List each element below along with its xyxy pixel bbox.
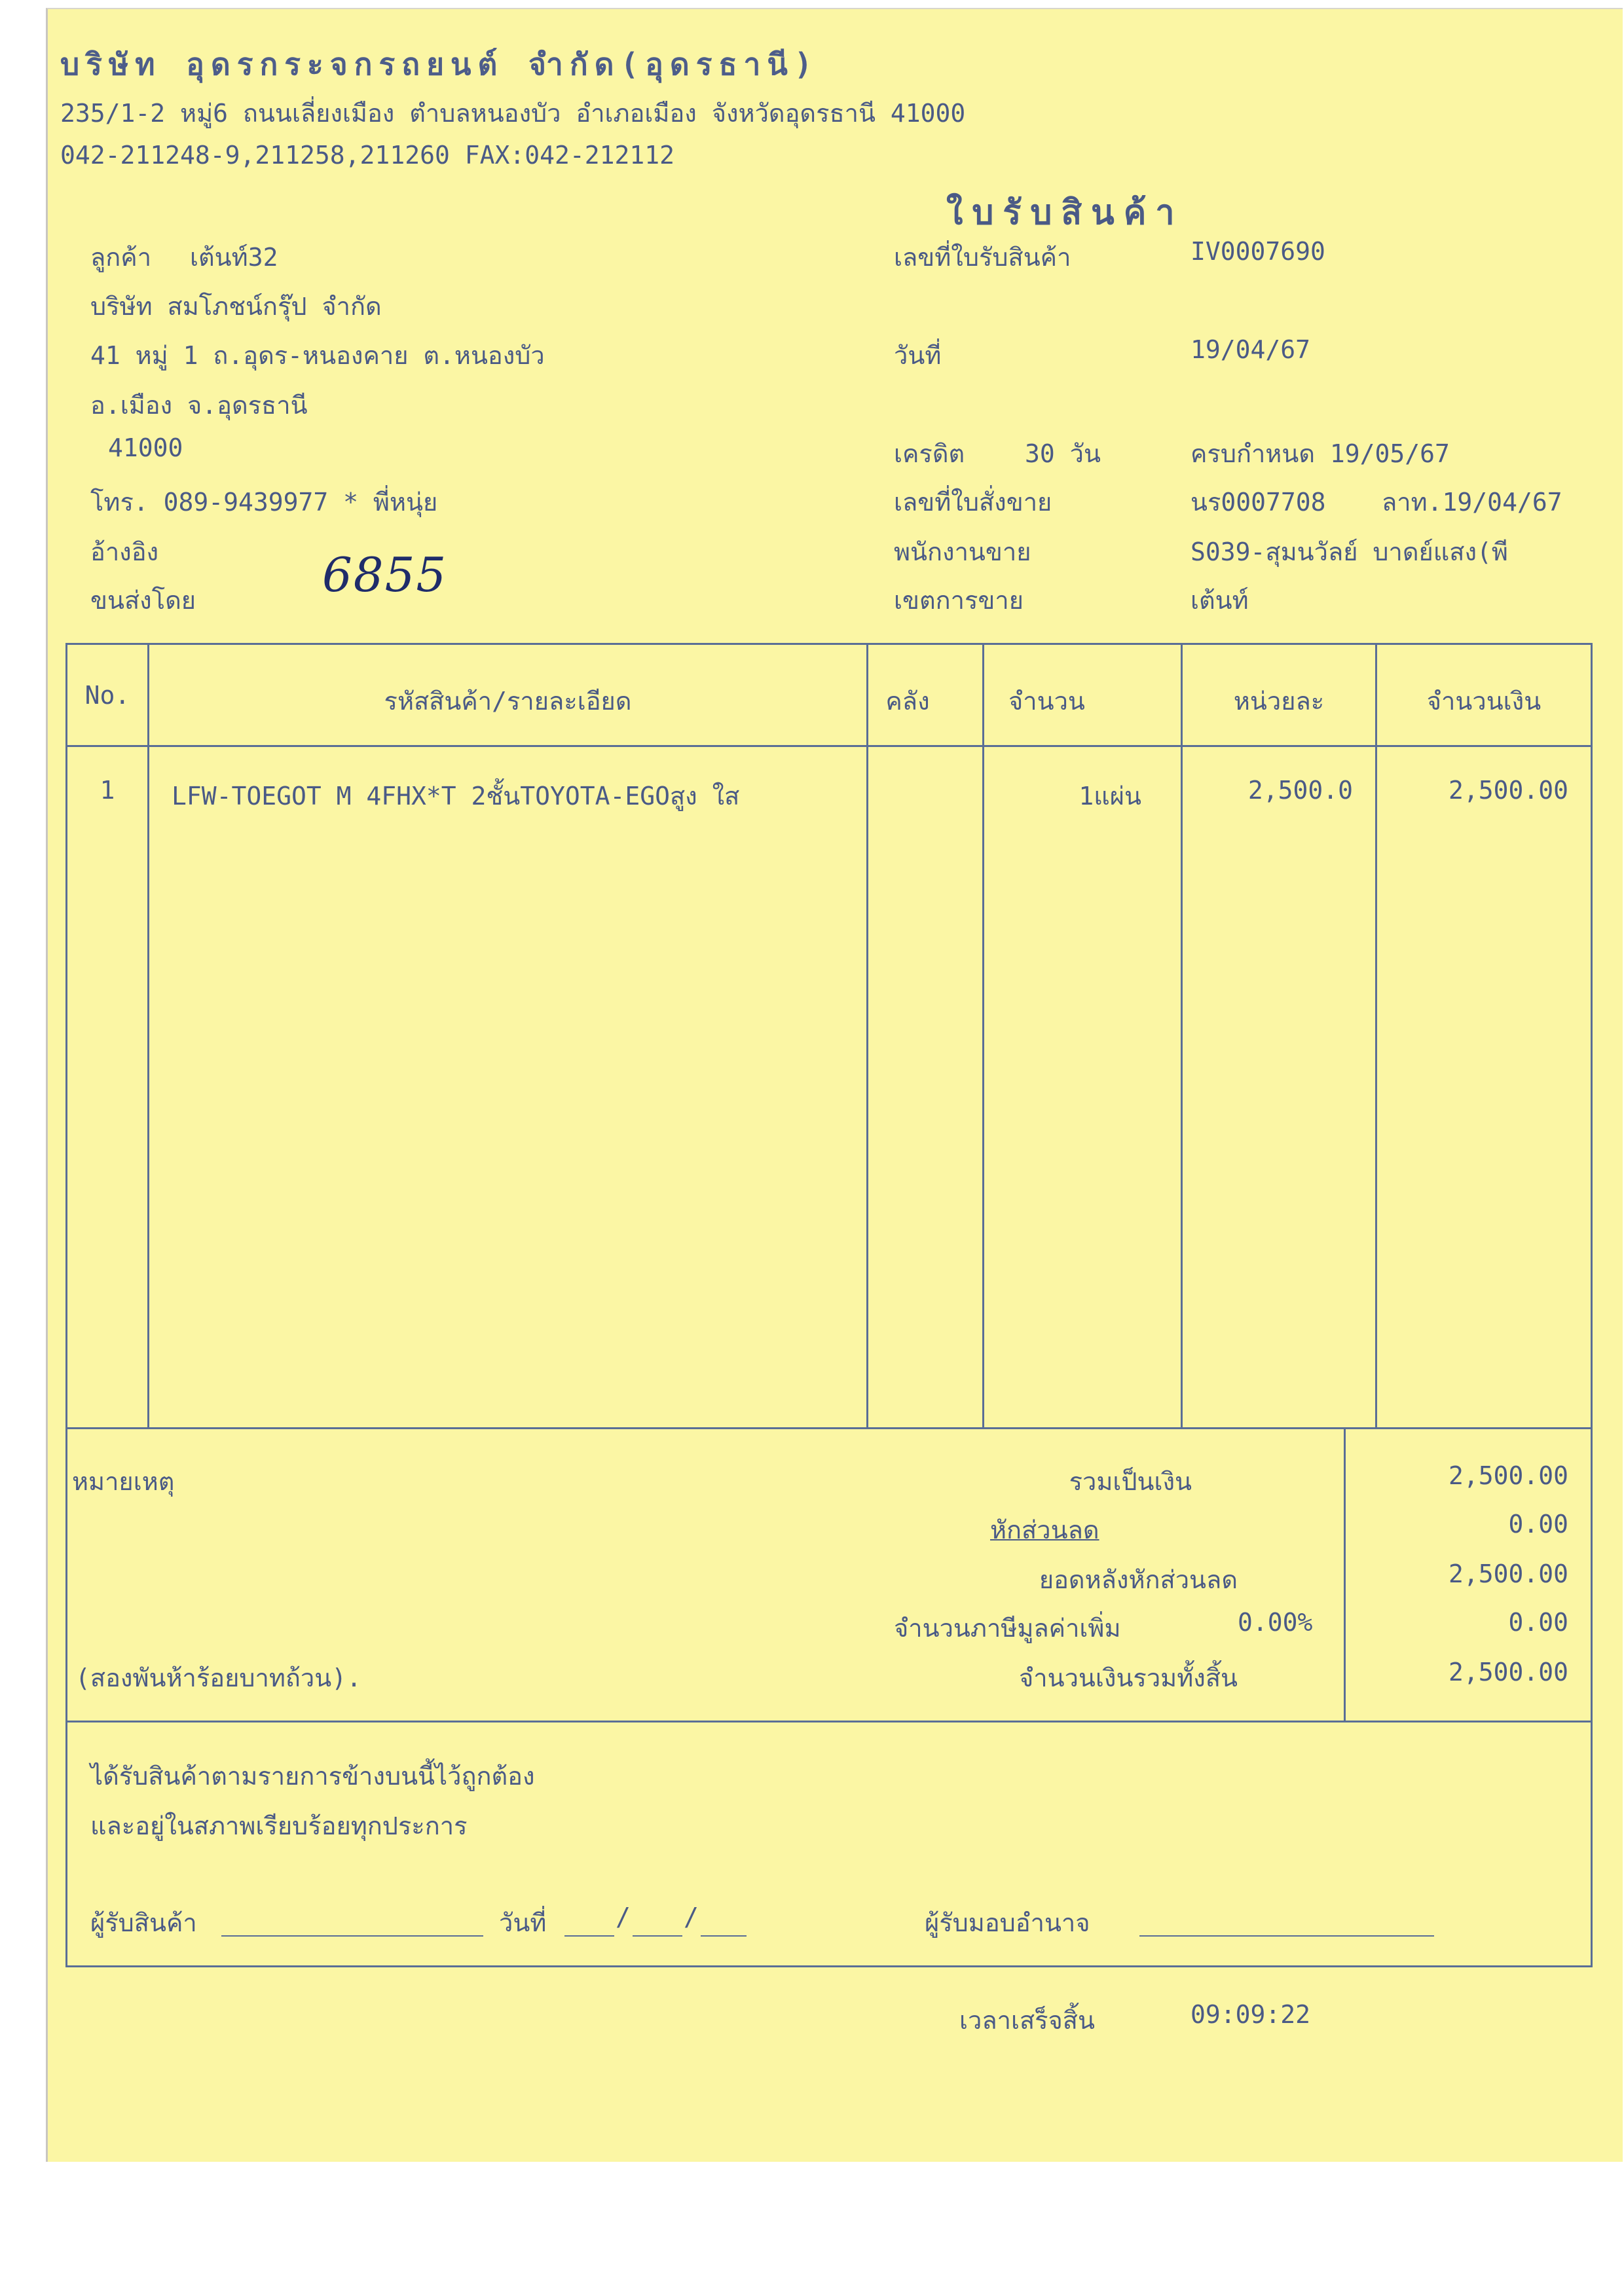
column-header-description: รหัสสินค้า/รายละเอียด (384, 687, 632, 716)
credit-label: เครดิต (894, 439, 965, 468)
customer-address-1: 41 หมู่ 1 ถ.อุดร-หนองคาย ต.หนองบัว (90, 341, 545, 370)
shipping-label: ขนส่งโดย (90, 586, 196, 615)
completion-time: 09:09:22 (1190, 2000, 1311, 2029)
vat-value: 0.00 (1508, 1608, 1568, 1637)
company-name: บริษัท อุดรกระจกรถยนต์ จำกัด(อุดรธานี) (60, 46, 819, 82)
column-header-no: No. (84, 681, 130, 710)
company-address: 235/1-2 หมู่6 ถนนเลี่ยงเมือง ตำบลหนองบัว อำเภอเมือง จังหวัดอุดรธานี 41000 (60, 99, 966, 128)
grand-total-value: 2,500.00 (1448, 1658, 1568, 1686)
date-day-blank (564, 1934, 614, 1937)
discount-label: หักส่วนลด (990, 1516, 1099, 1544)
receipt-number-label: เลขที่ใบรับสินค้า (894, 243, 1071, 272)
after-discount-value: 2,500.00 (1448, 1559, 1568, 1588)
column-header-warehouse: คลัง (885, 687, 930, 716)
date-separator-2: / (684, 1903, 699, 1931)
customer-code: เต้นท์32 (190, 243, 278, 272)
customer-name: บริษัท สมโภชน์กรุ๊ป จำกัด (90, 292, 382, 321)
date-label: วันที่ (894, 341, 942, 370)
row-description: LFW-TOEGOT M 4FHX*T 2ชั้นTOYOTA-EGOสูง ใส (172, 782, 740, 811)
column-header-quantity: จำนวน (1008, 687, 1085, 716)
due-date: ครบกำหนด 19/05/67 (1190, 439, 1450, 468)
customer-label: ลูกค้า (90, 243, 152, 272)
subtotal-value: 2,500.00 (1448, 1461, 1568, 1490)
after-discount-label: ยอดหลังหักส่วนลด (1039, 1565, 1238, 1594)
discount-value: 0.00 (1508, 1510, 1568, 1539)
company-phone: 042-211248-9,211258,211260 FAX:042-212112 (60, 141, 674, 170)
authorized-signature-line (1139, 1934, 1434, 1937)
sales-area: เต้นท์ (1190, 586, 1249, 615)
authorized-person-label: ผู้รับมอบอำนาจ (925, 1908, 1090, 1937)
sales-order-number: นร0007708 (1190, 488, 1326, 517)
document-title: ใบรับสินค้า (946, 193, 1184, 232)
date-separator-1: / (616, 1903, 631, 1931)
date-year-blank (701, 1934, 747, 1937)
remark-label: หมายเหตุ (72, 1467, 175, 1496)
confirmation-line-1: ได้รับสินค้าตามรายการข้างบนนี้ไว้ถูกต้อง (90, 1762, 535, 1791)
column-header-unit-price: หน่วยละ (1233, 687, 1325, 716)
handwritten-reference: 6855 (322, 547, 448, 602)
receiver-signature-line (221, 1934, 483, 1937)
vat-label: จำนวนภาษีมูลค่าเพิ่ม (894, 1614, 1121, 1643)
receipt-number: IV0007690 (1190, 237, 1325, 266)
row-amount: 2,500.00 (1448, 776, 1568, 805)
confirmation-line-2: และอยู่ในสภาพเรียบร้อยทุกประการ (90, 1812, 468, 1840)
row-unit-price: 2,500.0 (1247, 776, 1353, 805)
sales-order-date: ลาท.19/04/67 (1382, 488, 1562, 517)
row-number: 1 (100, 776, 115, 805)
salesperson-label: พนักงานขาย (894, 538, 1031, 566)
vat-rate: 0.00% (1238, 1608, 1313, 1637)
date-value: 19/04/67 (1190, 335, 1311, 364)
grand-total-label: จำนวนเงินรวมทั้งสิ้น (1019, 1664, 1238, 1692)
row-quantity: 1แผ่น (1079, 782, 1141, 811)
sales-order-label: เลขที่ใบสั่งขาย (894, 488, 1052, 517)
subtotal-label: รวมเป็นเงิน (1069, 1467, 1192, 1496)
receive-date-label: วันที่ (499, 1908, 547, 1937)
customer-zip: 41000 (108, 433, 183, 462)
customer-address-2: อ.เมือง จ.อุดรธานี (90, 391, 308, 420)
amount-in-words: (สองพันห้าร้อยบาทถ้วน). (75, 1664, 361, 1692)
credit-value: 30 วัน (1025, 439, 1101, 468)
salesperson: S039-สุมนวัลย์ บาดย์แสง(พี (1190, 538, 1508, 566)
completion-time-label: เวลาเสร็จสิ้น (959, 2006, 1095, 2035)
sales-area-label: เขตการขาย (894, 586, 1024, 615)
column-header-amount: จำนวนเงิน (1426, 687, 1541, 716)
receiver-label: ผู้รับสินค้า (90, 1908, 197, 1937)
reference-label: อ้างอิง (90, 538, 159, 566)
customer-phone: โทร. 089-9439977 * พี่หนุ่ย (90, 488, 438, 517)
date-month-blank (633, 1934, 682, 1937)
